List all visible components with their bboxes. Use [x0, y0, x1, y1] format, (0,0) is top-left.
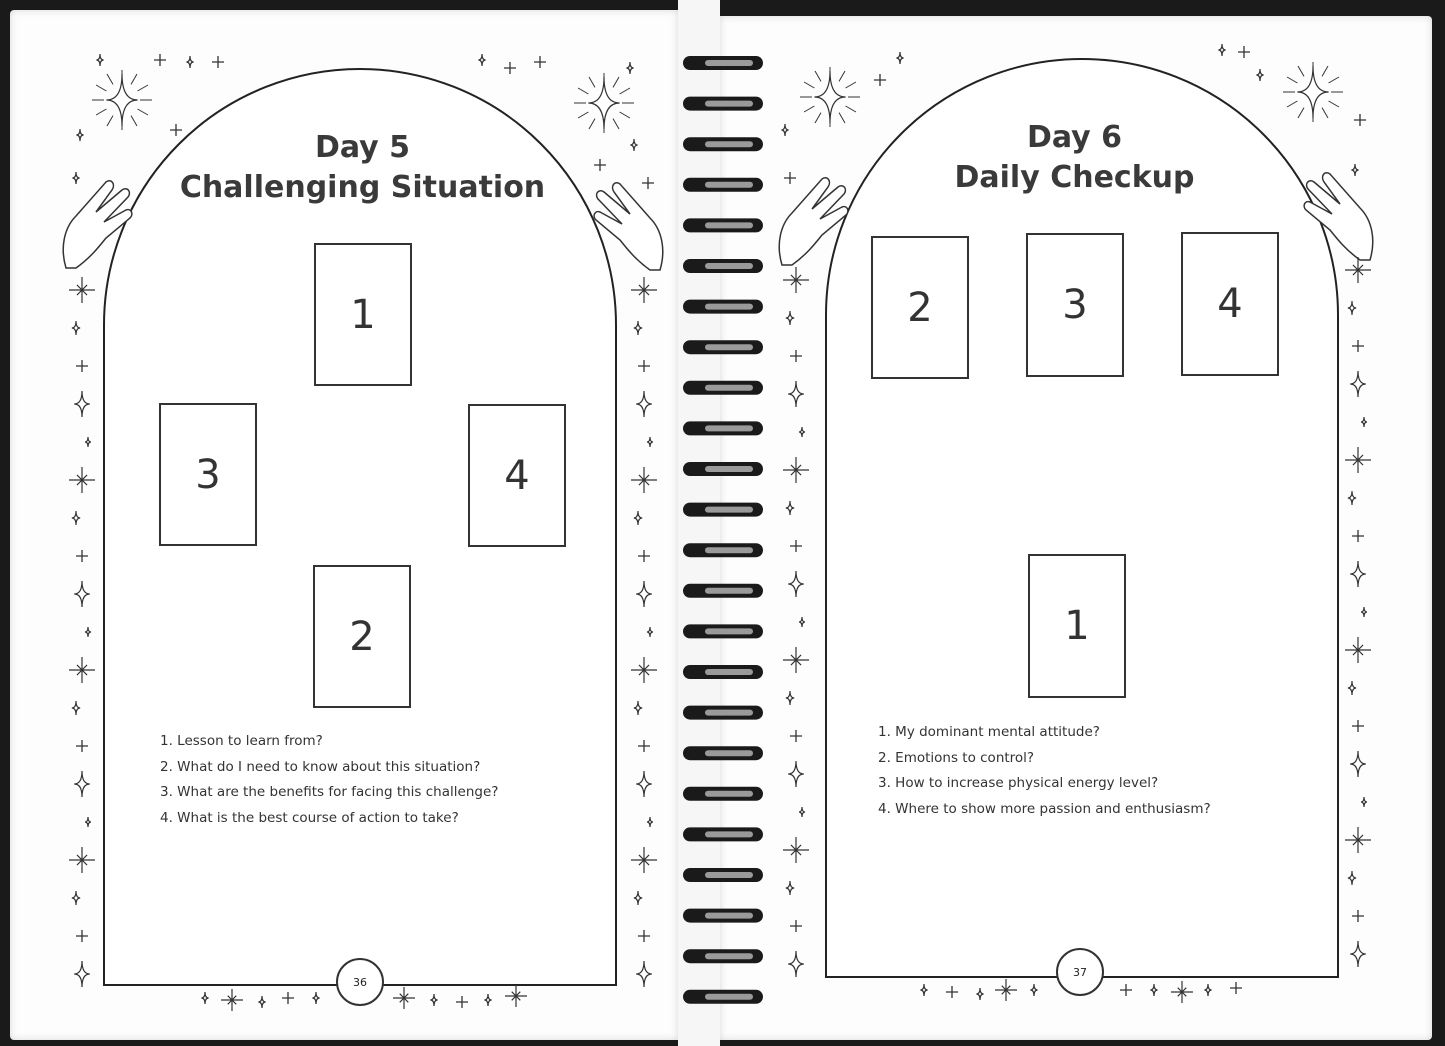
- left-page-title: [170, 128, 555, 208]
- question-item: 3. How to increase physical energy level?: [878, 775, 1159, 791]
- card-slot-1: 1: [1028, 554, 1126, 698]
- right-page-title: [882, 118, 1267, 198]
- page-number-badge: 37: [1056, 948, 1104, 996]
- card-slot-2: 2: [313, 565, 411, 708]
- card-slot-4: 4: [468, 404, 566, 547]
- question-item: 2. Emotions to control?: [878, 749, 1035, 766]
- left-question-list: [160, 729, 498, 831]
- page-number-badge: 36: [336, 958, 384, 1006]
- question-item: 4. Where to show more passion and enthusiasm?: [878, 800, 1211, 817]
- card-slot-2: 2: [871, 236, 969, 379]
- right-question-list: [878, 720, 1211, 822]
- question-item: 4. What is the best course of action to take?: [160, 809, 459, 826]
- left-title-line2: Challenging Situation: [179, 170, 546, 205]
- question-item: 1. My dominant mental attitude?: [878, 724, 1100, 740]
- question-item: 1. Lesson to learn from?: [160, 733, 323, 749]
- left-title-line1: Day 5: [314, 130, 411, 165]
- card-slot-3: 3: [159, 403, 257, 546]
- card-slot-1: 1: [314, 243, 412, 386]
- right-title-line2: Daily Checkup: [954, 160, 1195, 195]
- spine: [678, 0, 720, 1046]
- question-item: 2. What do I need to know about this situation?: [160, 758, 481, 775]
- card-slot-4: 4: [1181, 232, 1279, 376]
- right-title-line1: Day 6: [1026, 120, 1123, 155]
- question-item: 3. What are the benefits for facing this challenge?: [160, 784, 499, 800]
- card-slot-3: 3: [1026, 233, 1124, 377]
